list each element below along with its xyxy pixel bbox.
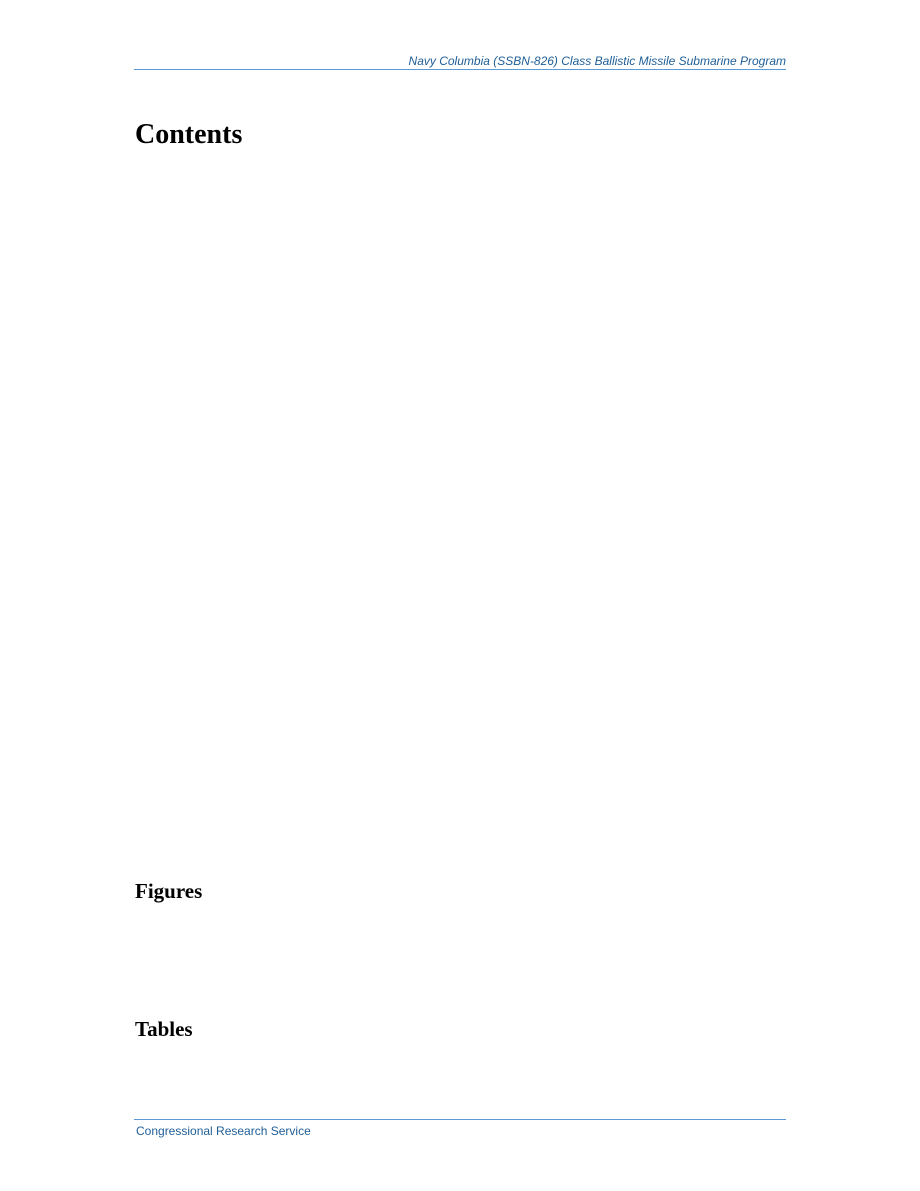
- contents-heading: Contents: [135, 119, 243, 150]
- page-header: [134, 52, 786, 70]
- page-footer: [134, 1119, 786, 1138]
- tables-heading: Tables: [135, 1017, 193, 1041]
- running-title: Navy Columbia (SSBN-826) Class Ballistic Missile Submarine Program: [408, 54, 786, 68]
- figures-heading: Figures: [135, 879, 203, 903]
- footer-source: Congressional Research Service: [136, 1124, 311, 1138]
